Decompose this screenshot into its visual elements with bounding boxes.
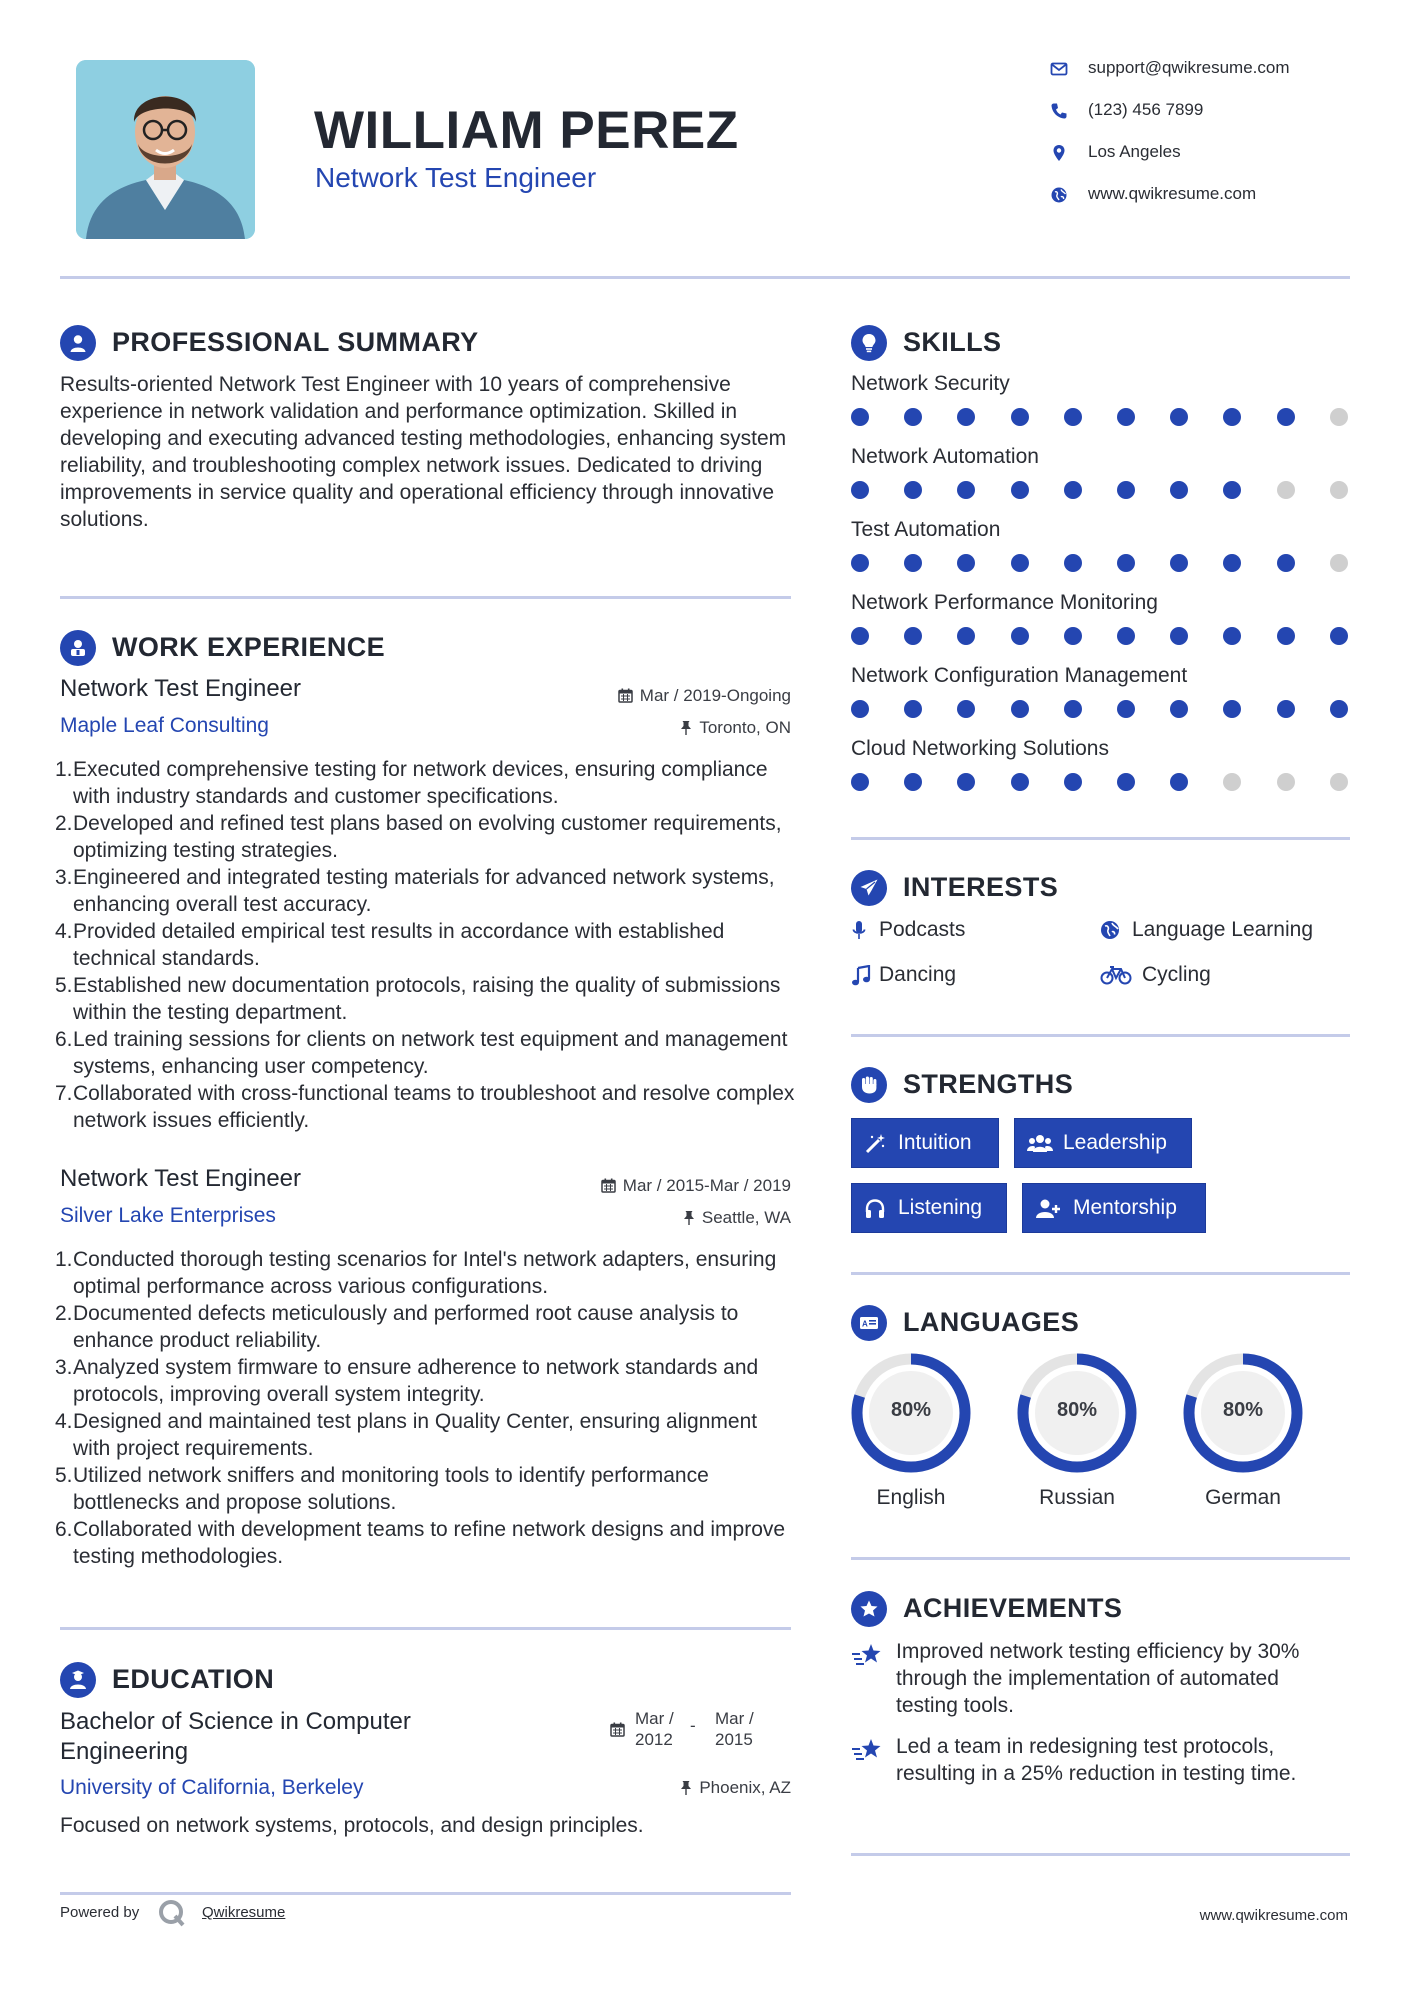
interest-item: [1100, 963, 1350, 991]
job-2-location: [683, 1208, 791, 1228]
summary-heading: PROFESSIONAL SUMMARY: [112, 327, 479, 357]
strength-tag: [851, 1183, 1007, 1233]
skill-dot-filled: [957, 408, 975, 426]
skill-dot-empty: [1330, 481, 1348, 499]
skill-dot-filled: [851, 627, 869, 645]
skill-dot-filled: [957, 700, 975, 718]
interest-item: [851, 918, 1051, 946]
skill-dot-filled: [1064, 773, 1082, 791]
strength-label: Leadership: [1063, 1131, 1167, 1154]
headphones-icon: [864, 1198, 886, 1220]
experience-heading: WORK EXPERIENCE: [112, 632, 386, 662]
globe-icon: [1100, 920, 1120, 940]
candidate-name: WILLIAM PEREZ: [314, 101, 739, 160]
skill-dot-filled: [1330, 700, 1348, 718]
education-location-text: Phoenix, AZ: [699, 1778, 791, 1797]
user-plus-icon: [1035, 1198, 1061, 1220]
strength-label: Mentorship: [1073, 1196, 1177, 1219]
interests-divider: [851, 1034, 1350, 1037]
achievements-divider: [851, 1853, 1350, 1856]
map-pin-icon: [1050, 144, 1068, 162]
interest-item: [1100, 918, 1350, 946]
skill-dot-filled: [1170, 408, 1188, 426]
language-name: English: [876, 1486, 946, 1509]
language-name: German: [1205, 1486, 1281, 1509]
experience-divider: [60, 1627, 791, 1630]
language-percent: 80%: [1056, 1399, 1098, 1421]
skill-dot-filled: [1277, 408, 1295, 426]
skill-dot-empty: [1330, 554, 1348, 572]
list-item: 6. Collaborated with development teams to refine network designs and improve testing methodologies.: [55, 1518, 786, 1568]
strengths-heading: STRENGTHS: [903, 1069, 1074, 1099]
skill-dot-filled: [904, 700, 922, 718]
summary-divider: [60, 596, 791, 599]
star-badge-icon: [851, 1591, 887, 1627]
skill-dot-filled: [1117, 773, 1135, 791]
skill-dot-filled: [1064, 554, 1082, 572]
skill-dot-filled: [851, 408, 869, 426]
experience-section-header: [60, 630, 560, 670]
skill-dot-filled: [957, 554, 975, 572]
skill-dot-filled: [1277, 627, 1295, 645]
education-degree: Bachelor of Science in Computer Engineering: [60, 1708, 411, 1765]
skills-list: [851, 370, 1351, 810]
skills-section-header: [851, 325, 1251, 365]
summary-text: Results-oriented Network Test Engineer with 10 years of comprehensive experience in network validation and performance optimization. Skilled in developing and executing advanced testing methodologies, enhancing system reliability, and troubleshooting complex network issues. Dedicated to driving improvements in service quality and operational efficiency through innovative solutions.: [60, 373, 787, 531]
magic-wand-icon: [864, 1133, 886, 1155]
skill-dot-filled: [1223, 408, 1241, 426]
job-1-location-text: Toronto, ON: [699, 718, 791, 737]
bicycle-icon: [1100, 965, 1132, 985]
job-1-title: Network Test Engineer: [60, 675, 302, 702]
interest-label: Language Learning: [1132, 918, 1314, 941]
education-description: Focused on network systems, protocols, and design principles.: [60, 1814, 644, 1837]
education-school: University of California, Berkeley: [60, 1776, 364, 1799]
list-item: 4. Designed and maintained test plans in Quality Center, ensuring alignment with project requirements.: [55, 1410, 758, 1460]
skill-dot-filled: [957, 481, 975, 499]
achievement-text: Led a team in redesigning test protocols, resulting in a 25% reduction in testing time.: [896, 1735, 1297, 1785]
envelope-icon: [1050, 60, 1068, 78]
skill-name: Network Security: [851, 372, 1010, 395]
skill-dot-filled: [1117, 481, 1135, 499]
education-divider: [60, 1892, 791, 1895]
date-range-dash: -: [690, 1716, 696, 1735]
users-icon: [1027, 1133, 1053, 1155]
languages-section-header: [851, 1305, 1251, 1345]
skill-dot-filled: [1170, 700, 1188, 718]
calendar-icon: [618, 688, 633, 703]
list-item: 4. Provided detailed empirical test results in accordance with established technical standards.: [55, 920, 725, 970]
education-date-end: Mar / 2015: [715, 1709, 754, 1749]
job-2-date: [601, 1176, 791, 1196]
skill-name: Network Performance Monitoring: [851, 591, 1158, 614]
pushpin-icon: [683, 1210, 695, 1225]
contact-location-text: Los Angeles: [1088, 142, 1181, 161]
skill-name: Test Automation: [851, 518, 1001, 541]
skill-dot-filled: [904, 554, 922, 572]
strength-label: Intuition: [898, 1131, 972, 1154]
skill-dot-filled: [1170, 627, 1188, 645]
list-item: 1. Conducted thorough testing scenarios for Intel's network adapters, ensuring optimal performance across various configurations.: [55, 1248, 777, 1298]
list-item: 3. Analyzed system firmware to ensure adherence to network standards and protocols, improving overall system integrity.: [55, 1356, 759, 1406]
list-item: 5. Utilized network sniffers and monitoring tools to identify performance bottlenecks and propose solutions.: [55, 1464, 709, 1514]
strength-tag: [1014, 1118, 1192, 1168]
shooting-star-icon: [851, 1737, 883, 1765]
skill-dot-empty: [1330, 408, 1348, 426]
job-1-company: Maple Leaf Consulting: [60, 714, 269, 737]
paper-plane-icon: [851, 870, 887, 906]
skill-dot-filled: [1170, 554, 1188, 572]
briefcase-user-icon: [60, 630, 96, 666]
skill-name: Cloud Networking Solutions: [851, 737, 1109, 760]
skill-dot-empty: [1277, 773, 1295, 791]
education-section-header: [60, 1662, 560, 1702]
summary-section-header: [60, 325, 560, 365]
lightbulb-icon: [851, 325, 887, 361]
achievement-text: Improved network testing efficiency by 30% through the implementation of automated testing tools.: [896, 1640, 1300, 1717]
contact-phone-text: (123) 456 7899: [1088, 100, 1204, 119]
language-ring: [1016, 1352, 1138, 1474]
skill-dot-filled: [1277, 700, 1295, 718]
user-circle-icon: [60, 325, 96, 361]
skill-dot-filled: [904, 773, 922, 791]
skill-dot-filled: [1064, 627, 1082, 645]
phone-icon: [1050, 102, 1068, 120]
skill-dot-filled: [851, 481, 869, 499]
skill-dot-filled: [1011, 481, 1029, 499]
job-2-date-text: Mar / 2015-Mar / 2019: [622, 1176, 791, 1195]
interest-label: Podcasts: [879, 918, 966, 941]
job-2-location-text: Seattle, WA: [701, 1208, 791, 1227]
skill-dot-filled: [957, 773, 975, 791]
job-2-bullets: [55, 1246, 795, 1570]
education-heading: EDUCATION: [112, 1664, 275, 1694]
calendar-icon: [601, 1178, 616, 1193]
interests-heading: INTERESTS: [903, 872, 1059, 902]
skill-dot-filled: [1330, 627, 1348, 645]
skill-dot-filled: [851, 700, 869, 718]
skill-dot-filled: [851, 554, 869, 572]
job-1-date-text: Mar / 2019-Ongoing: [639, 686, 791, 705]
education-date-start: Mar / 2012: [635, 1709, 674, 1749]
skills-heading: SKILLS: [903, 327, 1002, 357]
list-item: 6. Led training sessions for clients on network test equipment and management systems, enhancing user competency.: [55, 1028, 788, 1078]
interests-section-header: [851, 870, 1251, 910]
languages-list: [850, 1352, 1350, 1522]
interest-item: [851, 963, 1051, 991]
list-item: 5. Established new documentation protocols, raising the quality of submissions within the testing department.: [55, 974, 781, 1024]
skill-name: Network Configuration Management: [851, 664, 1188, 687]
language-name: Russian: [1039, 1486, 1115, 1509]
skill-dot-filled: [851, 773, 869, 791]
globe-icon: [1050, 186, 1068, 204]
music-note-icon: [851, 965, 871, 987]
language-ring: [1182, 1352, 1304, 1474]
skill-dot-filled: [1011, 554, 1029, 572]
microphone-icon: [851, 920, 867, 942]
skill-dot-filled: [1223, 554, 1241, 572]
interest-label: Cycling: [1142, 963, 1211, 986]
skill-dot-filled: [1011, 408, 1029, 426]
shooting-star-icon: [851, 1642, 883, 1670]
list-item: 2. Developed and refined test plans based on evolving customer requirements, optimizing testing strategies.: [55, 812, 782, 862]
skill-dot-filled: [1117, 700, 1135, 718]
skill-dot-filled: [957, 627, 975, 645]
skill-dot-filled: [904, 481, 922, 499]
skill-dot-filled: [1223, 700, 1241, 718]
pushpin-icon: [680, 720, 692, 735]
job-2-title: Network Test Engineer: [60, 1165, 302, 1192]
list-item: 1. Executed comprehensive testing for network devices, ensuring compliance with industry standards and customer specifications.: [55, 758, 768, 808]
skill-dot-filled: [1011, 627, 1029, 645]
skill-dot-filled: [1064, 408, 1082, 426]
job-1-bullets: [55, 756, 795, 1134]
list-item: 2. Documented defects meticulously and performed root cause analysis to enhance product reliability.: [55, 1302, 739, 1352]
skill-dot-filled: [904, 408, 922, 426]
languages-heading: LANGUAGES: [903, 1307, 1080, 1337]
pushpin-icon: [680, 1780, 692, 1795]
language-ring: [850, 1352, 972, 1474]
job-2-company: Silver Lake Enterprises: [60, 1204, 276, 1227]
job-1-location: [680, 718, 791, 738]
strength-tag: [1022, 1183, 1206, 1233]
skill-dot-filled: [1223, 627, 1241, 645]
skill-dot-filled: [1170, 773, 1188, 791]
graduate-icon: [60, 1662, 96, 1698]
qwikresume-logo-icon: [157, 1898, 187, 1928]
skill-dot-filled: [1277, 554, 1295, 572]
contact-website-text: www.qwikresume.com: [1088, 184, 1257, 203]
calendar-icon: [610, 1722, 625, 1737]
skill-dot-filled: [1117, 408, 1135, 426]
list-item: 3. Engineered and integrated testing materials for advanced network systems, enhancing overall test accuracy.: [55, 866, 775, 916]
strength-label: Listening: [898, 1196, 983, 1219]
skill-dot-empty: [1223, 773, 1241, 791]
skill-dot-filled: [1223, 481, 1241, 499]
education-location: [680, 1778, 791, 1798]
svg-text:A: A: [862, 1319, 868, 1329]
footer-powered-by: Powered by: [60, 1904, 140, 1921]
skill-dot-empty: [1277, 481, 1295, 499]
header-divider: [60, 276, 1350, 279]
skill-dot-filled: [1117, 554, 1135, 572]
skill-dot-empty: [1330, 773, 1348, 791]
language-percent: 80%: [890, 1399, 932, 1421]
fist-icon: [851, 1067, 887, 1103]
interest-label: Dancing: [879, 963, 957, 986]
skill-dot-filled: [1170, 481, 1188, 499]
contact-email-text: support@qwikresume.com: [1088, 58, 1290, 77]
strengths-divider: [851, 1272, 1350, 1275]
skill-dot-filled: [904, 627, 922, 645]
skills-divider: [851, 837, 1350, 840]
skill-dot-filled: [1011, 700, 1029, 718]
footer-brand-link[interactable]: Qwikresume: [202, 1904, 286, 1921]
skill-dot-filled: [1011, 773, 1029, 791]
language-card-icon: [851, 1305, 887, 1341]
candidate-title: Network Test Engineer: [315, 162, 597, 193]
languages-divider: [851, 1557, 1350, 1560]
strength-tag: [851, 1118, 999, 1168]
skill-dot-filled: [1117, 627, 1135, 645]
achievements-heading: ACHIEVEMENTS: [903, 1593, 1123, 1623]
skill-dot-filled: [1064, 481, 1082, 499]
language-percent: 80%: [1222, 1399, 1264, 1421]
list-item: 7. Collaborated with cross-functional teams to troubleshoot and resolve complex network issues efficiently.: [55, 1082, 795, 1132]
skill-name: Network Automation: [851, 445, 1039, 468]
profile-photo: [76, 60, 255, 239]
achievements-section-header: [851, 1591, 1251, 1631]
skill-dot-filled: [1064, 700, 1082, 718]
strengths-section-header: [851, 1067, 1251, 1107]
footer-website[interactable]: www.qwikresume.com: [1199, 1907, 1348, 1924]
job-1-date: [618, 686, 791, 706]
